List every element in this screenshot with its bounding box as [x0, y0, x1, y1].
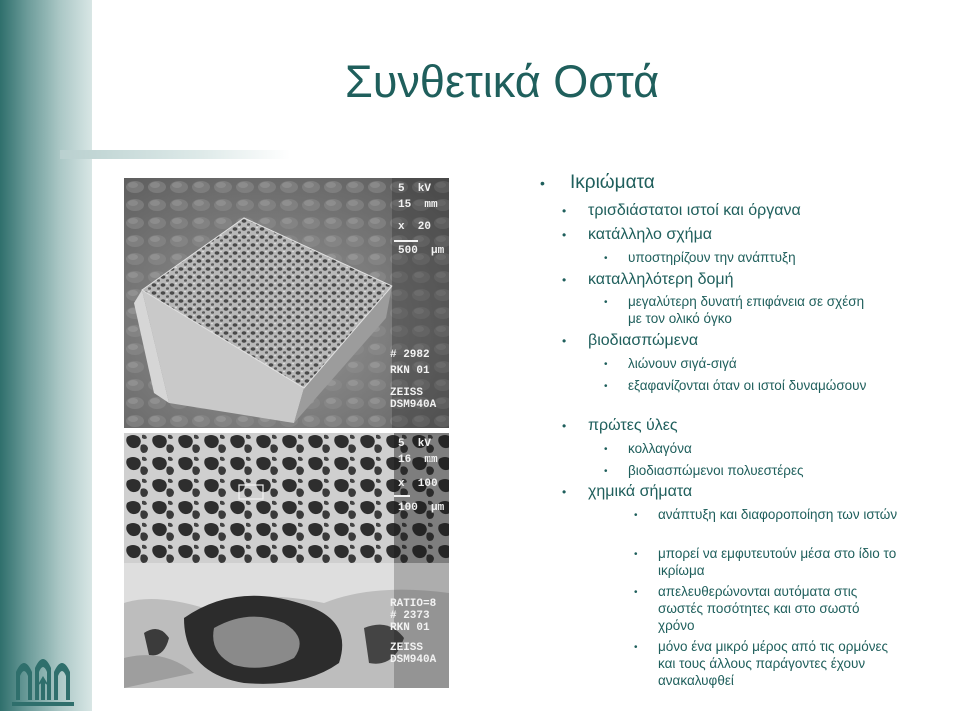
- bullet-dot-icon: •: [634, 642, 638, 653]
- sem-readout-number: # 2373: [390, 610, 430, 622]
- bullet-dot-icon: •: [540, 175, 545, 191]
- bullet-dot-icon: •: [604, 466, 608, 477]
- bullet-l3: • κολλαγόνα: [604, 441, 692, 456]
- bullet-dot-icon: •: [562, 485, 567, 499]
- sem-readout-magnification: x 20: [398, 221, 432, 233]
- bullet-l3: • εξαφανίζονται όταν οι ιστοί δυναμώσουν: [604, 378, 867, 393]
- slide-title: Συνθετικά Οστά: [345, 56, 660, 107]
- bullet-l2: • τρισδιάστατοι ιστοί και όργανα: [562, 202, 801, 219]
- bullet-dot-icon: •: [604, 297, 608, 308]
- left-decorative-band: [0, 0, 92, 711]
- bullet-l3: • ανάπτυξη και διαφοροποίηση των ιστών: [634, 507, 898, 522]
- bullet-l2: • βιοδιασπώμενα: [562, 332, 699, 349]
- sem-readout-operator: RKN 01: [390, 365, 430, 377]
- sem-readout-operator: RKN 01: [390, 622, 430, 634]
- sem-readout-model: DSM940A: [390, 399, 437, 411]
- bullet-l2: • κατάλληλο σχήμα: [562, 226, 713, 243]
- sem-readout-distance: 15 mm: [398, 199, 438, 211]
- bullet-l3: • απελευθερώνονται αυτόματα στις σωστές ποσότητες και στο σωστό χρόνο: [634, 584, 860, 633]
- sem-readout-brand: ZEISS: [390, 642, 424, 654]
- bullet-l3: • υποστηρίζουν την ανάπτυξη: [604, 250, 796, 265]
- sem-readout-magnification: x 100: [398, 478, 438, 490]
- bullet-dot-icon: •: [562, 334, 567, 348]
- bullet-l3: • μεγαλύτερη δυνατή επιφάνεια σε σχέση με τον ολικό όγκο: [604, 294, 865, 326]
- bullet-l3: • βιοδιασπώμενοι πολυεστέρες: [604, 463, 804, 478]
- bullet-heading: • Ικριώματα: [540, 172, 655, 193]
- bullet-dot-icon: •: [562, 273, 567, 287]
- sem-readout-scale: 100 µm: [398, 502, 445, 514]
- bullet-dot-icon: •: [634, 587, 638, 598]
- bullet-dot-icon: •: [562, 419, 567, 433]
- sem-image-scaffold-block: [124, 178, 449, 428]
- sem-readout-scale: 500 µm: [398, 245, 445, 257]
- bullet-l2: • καταλληλότερη δομή: [562, 271, 734, 288]
- sem-readout-ratio: RATIO=8: [390, 598, 437, 610]
- scale-bar: [394, 240, 418, 242]
- bullet-l2: • πρώτες ύλες: [562, 417, 678, 434]
- bullet-dot-icon: •: [604, 359, 608, 370]
- bullet-l2: • χημικά σήματα: [562, 483, 693, 500]
- sem-image-pore-detail: [124, 433, 449, 688]
- bullet-dot-icon: •: [562, 228, 567, 242]
- sem-readout-distance: 16 mm: [398, 454, 438, 466]
- bullet-dot-icon: •: [604, 253, 608, 264]
- bullet-dot-icon: •: [634, 510, 638, 521]
- bullet-dot-icon: •: [604, 381, 608, 392]
- bullet-dot-icon: •: [634, 549, 638, 560]
- sem-readout-model: DSM940A: [390, 654, 437, 666]
- sem-readout-number: # 2982: [390, 349, 430, 361]
- bullet-dot-icon: •: [604, 444, 608, 455]
- bullet-l3: • μόνο ένα μικρό μέρος από τις ορμόνες και τους άλλους παράγοντες έχουν ανακαλυφθεί: [634, 639, 889, 688]
- sem-readout-voltage: 5 kV: [398, 183, 432, 195]
- sem-readout-voltage: 5 kV: [398, 438, 432, 450]
- title-underline-rule: [60, 150, 290, 159]
- bullet-l3: • μπορεί να εμφυτευτούν μέσα στο ίδιο το ικρίωμα: [634, 546, 897, 578]
- university-logo-icon: [10, 650, 76, 708]
- sem-readout-brand: ZEISS: [390, 387, 424, 399]
- bullet-l3: • λιώνουν σιγά-σιγά: [604, 356, 737, 371]
- bullet-dot-icon: •: [562, 204, 567, 218]
